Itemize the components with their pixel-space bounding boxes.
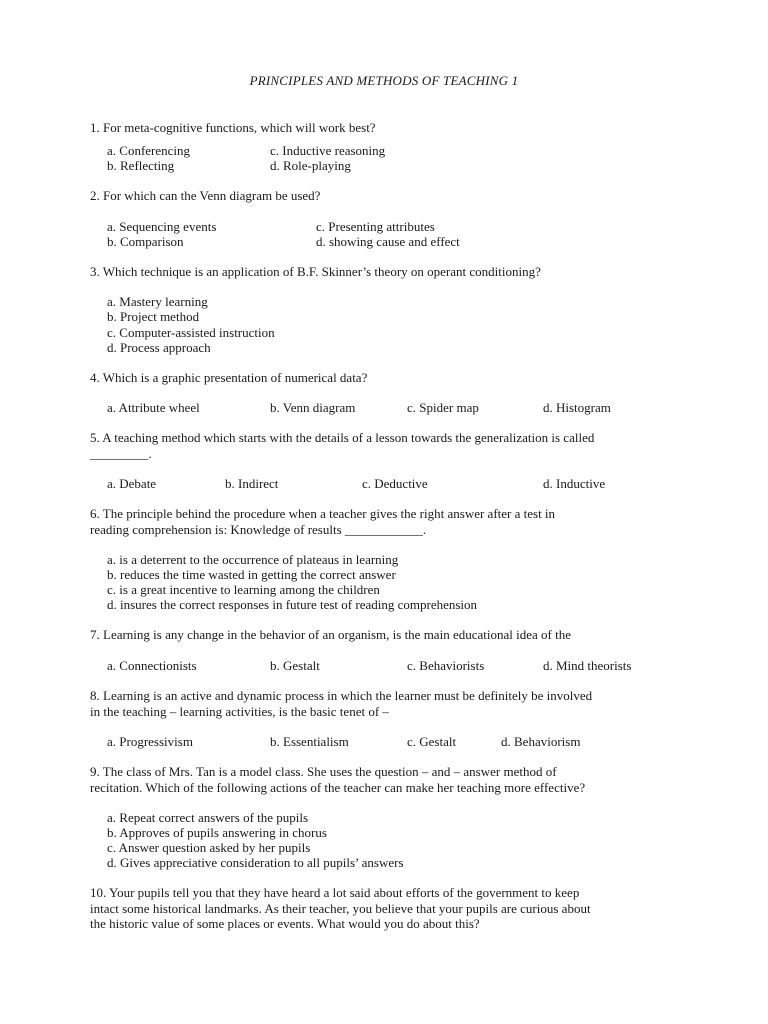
option-a: a. Connectionists <box>107 658 197 673</box>
question-8-line-2: in the teaching – learning activities, is the basic tenet of – <box>90 704 389 719</box>
question-9-line-1: 9. The class of Mrs. Tan is a model class. She uses the question – and – answer method of <box>90 764 557 779</box>
option-row <box>107 234 667 249</box>
option-a: a. Repeat correct answers of the pupils <box>107 810 309 825</box>
option-a: a. Debate <box>107 476 157 491</box>
option-b: b. Comparison <box>107 234 184 249</box>
option-d: d. showing cause and effect <box>316 234 460 249</box>
option-c: c. Behaviorists <box>407 658 485 673</box>
option-d: d. Behaviorism <box>501 734 581 749</box>
option-d: d. Role-playing <box>270 158 351 173</box>
option-a: a. Mastery learning <box>107 294 208 309</box>
option-a: a. Attribute wheel <box>107 400 200 415</box>
option-b: b. Venn diagram <box>270 400 356 415</box>
question-6-line-2: reading comprehension is: Knowledge of results ____________. <box>90 522 427 537</box>
option-d: d. Mind theorists <box>543 658 632 673</box>
option-b: b. reduces the time wasted in getting the correct answer <box>107 567 396 582</box>
question-10-line-3: the historic value of some places or events. What would you do about this? <box>90 916 480 931</box>
option-row <box>107 734 667 749</box>
option-b: b. Project method <box>107 309 200 324</box>
question-10-line-2: intact some historical landmarks. As their teacher, you believe that your pupils are curious about <box>90 901 591 916</box>
option-b: b. Approves of pupils answering in chorus <box>107 825 327 840</box>
option-a: a. is a deterrent to the occurrence of plateaus in learning <box>107 552 399 567</box>
question-4: 4. Which is a graphic presentation of numerical data? <box>90 370 368 385</box>
option-row <box>107 158 667 173</box>
option-row <box>107 143 667 158</box>
question-6-line-1: 6. The principle behind the procedure when a teacher gives the right answer after a test in <box>90 506 556 521</box>
option-c: c. Presenting attributes <box>316 219 435 234</box>
option-c: c. Answer question asked by her pupils <box>107 840 311 855</box>
option-b: b. Gestalt <box>270 658 320 673</box>
question-10-line-1: 10. Your pupils tell you that they have heard a lot said about efforts of the government to keep <box>90 885 580 900</box>
option-c: c. Inductive reasoning <box>270 143 386 158</box>
option-d: d. insures the correct responses in future test of reading comprehension <box>107 597 478 612</box>
option-c: c. Spider map <box>407 400 479 415</box>
option-d: d. Histogram <box>543 400 611 415</box>
option-c: c. Deductive <box>362 476 428 491</box>
option-a: a. Sequencing events <box>107 219 217 234</box>
option-row <box>107 476 667 491</box>
option-d: d. Gives appreciative consideration to all pupils’ answers <box>107 855 404 870</box>
option-c: c. Gestalt <box>407 734 457 749</box>
question-2: 2. For which can the Venn diagram be used? <box>90 188 321 203</box>
option-b: b. Indirect <box>225 476 279 491</box>
question-9-line-2: recitation. Which of the following actions of the teacher can make her teaching more effective? <box>90 780 586 795</box>
question-7: 7. Learning is any change in the behavior of an organism, is the main educational idea of the <box>90 627 571 642</box>
option-row <box>107 219 667 234</box>
document-title: PRINCIPLES AND METHODS OF TEACHING 1 <box>249 73 519 88</box>
question-5-line-1: 5. A teaching method which starts with the details of a lesson towards the generalization is called <box>90 430 595 445</box>
option-c: c. is a great incentive to learning among the children <box>107 582 380 597</box>
option-d: d. Inductive <box>543 476 606 491</box>
option-row <box>107 400 667 415</box>
option-a: a. Conferencing <box>107 143 191 158</box>
question-5-line-2: _________. <box>90 446 152 461</box>
option-a: a. Progressivism <box>107 734 193 749</box>
option-b: b. Reflecting <box>107 158 175 173</box>
question-3: 3. Which technique is an application of B.F. Skinner’s theory on operant conditioning? <box>90 264 541 279</box>
option-d: d. Process approach <box>107 340 211 355</box>
option-b: b. Essentialism <box>270 734 349 749</box>
question-1: 1. For meta-cognitive functions, which will work best? <box>90 120 376 135</box>
option-c: c. Computer-assisted instruction <box>107 325 275 340</box>
option-row <box>107 658 667 673</box>
question-8-line-1: 8. Learning is an active and dynamic process in which the learner must be definitely be involved <box>90 688 593 703</box>
